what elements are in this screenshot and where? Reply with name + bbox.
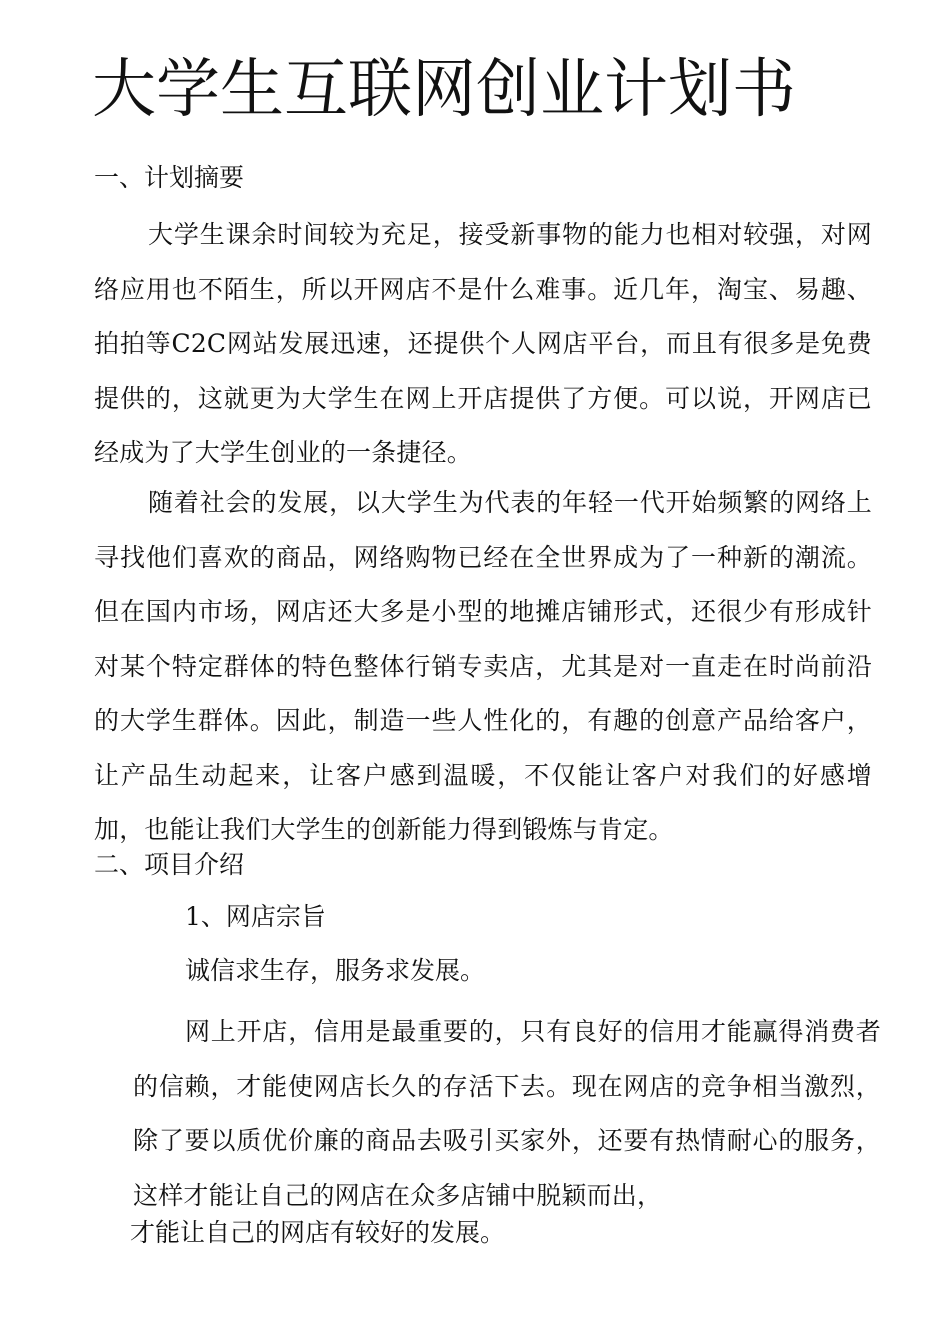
project-paragraph: 网上开店，信用是最重要的，只有良好的信用才能赢得消费者的信赖，才能使网店长久的存活下去。现在网店的竞争相当激烈，除了要以质优价廉的商品去吸引买家外，还要有热情耐心的服务，这样才能让自己的网店在众多店铺中脱颖而出， bbox=[133, 1017, 881, 1210]
document-title: 大学生互联网创业计划书 bbox=[92, 53, 796, 127]
summary-paragraph-1: 大学生课余时间较为充足，接受新事物的能力也相对较强，对网络应用也不陌生，所以开网店不是什么难事。近几年，淘宝、易趣、拍拍等C2C网站发展迅速，还提供个人网店平台，而且有很多是免费提供的，这就更为大学生在网上开店提供了方便。可以说，开网店已经成为了大学生创业的一条捷径。 bbox=[94, 220, 872, 467]
section-heading-project: 二、项目介绍 bbox=[94, 850, 245, 879]
subheading-shop-purpose: 1、网店宗旨 bbox=[185, 902, 326, 931]
summary-paragraph-2: 随着社会的发展，以大学生为代表的年轻一代开始频繁的网络上寻找他们喜欢的商品，网络购物已经在全世界成为了一种新的潮流。但在国内市场，网店还大多是小型的地摊店铺形式，还很少有形成针对某个特定群体的特色整体行销专卖店，尤其是对一直走在时尚前沿的大学生群体。因此，制造一些人性化的，有趣的创意产品给客户，让产品生动起来，让客户感到温暖，不仅能让客户对我们的好感增加，也能让我们大学生的创新能力得到锻炼与肯定。 bbox=[94, 488, 872, 844]
closing-line: 才能让自己的网店有较好的发展。 bbox=[130, 1218, 506, 1247]
shop-motto: 诚信求生存，服务求发展。 bbox=[185, 956, 486, 985]
section-heading-summary: 一、计划摘要 bbox=[94, 163, 245, 192]
